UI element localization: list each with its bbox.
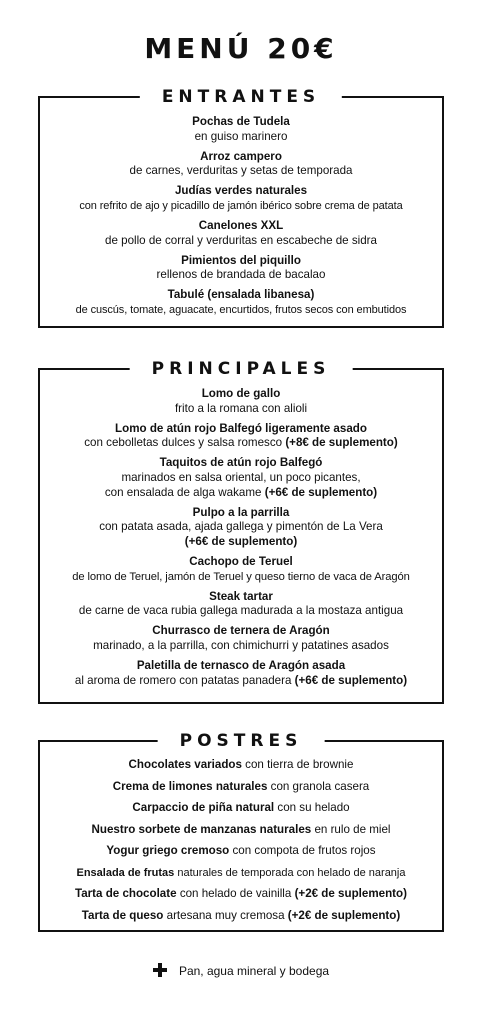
entrantes-list	[40, 98, 442, 318]
dish-name: Nuestro sorbete de manzanas naturales	[91, 822, 312, 836]
dish-description: en rulo de miel	[314, 822, 391, 836]
menu-item	[40, 422, 442, 451]
supplement-note: (+8€ de suplemento)	[285, 436, 398, 450]
dish-name: Tarta de chocolate	[74, 887, 177, 900]
supplement-note: (+2€ de suplemento)	[294, 887, 407, 900]
postres-list	[40, 742, 442, 923]
dish-name: Carpaccio de piña natural	[132, 801, 275, 814]
dish-description: marinados en salsa oriental, un poco picantes,	[121, 470, 361, 484]
dish-name: Crema de limones naturales	[112, 779, 268, 793]
dish-name: Paletilla de ternasco de Aragón asada	[136, 659, 346, 672]
dish-name: Lomo de atún rojo Balfegó ligeramente asado	[115, 421, 367, 435]
menu-item	[40, 254, 442, 283]
dish-name: Pochas de Tudela	[192, 115, 290, 128]
menu-item	[40, 387, 442, 416]
dish-description: frito a la romana con alioli	[174, 401, 308, 415]
dish-name: Canelones XXL	[198, 219, 284, 233]
menu-item	[40, 758, 442, 773]
dish-description: con refrito de ajo y picadillo de jamón ibérico sobre crema de patata	[79, 199, 403, 212]
supplement-note: (+2€ de suplemento)	[287, 908, 401, 922]
principales-section	[38, 359, 444, 704]
footer-text: Pan, agua mineral y bodega	[178, 964, 330, 978]
dish-description: con compota de frutos rojos	[232, 844, 376, 857]
dish-description	[40, 674, 442, 689]
dish-description	[40, 436, 442, 451]
supplement-note: (+6€ de suplemento)	[294, 673, 408, 687]
dish-name: Arroz campero	[200, 149, 282, 163]
dish-name: Ensalada de frutas	[76, 866, 175, 879]
plus-icon	[153, 963, 167, 977]
footer-note	[0, 963, 482, 979]
dish-name: Pulpo a la parrilla	[192, 505, 290, 519]
postres-heading: POSTRES	[158, 730, 325, 752]
menu-item	[40, 780, 442, 795]
dish-description-text: con cebolletas dulces y salsa romesco	[84, 436, 283, 450]
dish-description: de cuscús, tomate, aguacate, encurtidos, frutos secos con embutidos	[75, 304, 407, 317]
dish-description: marinado, a la parrilla, con chimichurri y patatines asados	[93, 638, 389, 652]
principales-list	[40, 370, 442, 688]
dish-description	[40, 486, 442, 501]
menu-item	[40, 624, 442, 653]
dish-description: naturales de temporada con helado de naranja	[177, 866, 406, 879]
dish-name: Chocolates variados	[128, 758, 242, 771]
dish-description: artesana muy cremosa	[166, 908, 285, 922]
menu-item	[40, 115, 442, 144]
menu-item	[40, 456, 442, 500]
menu-item	[40, 506, 442, 550]
dish-description: de lomo de Teruel, jamón de Teruel y queso tierno de vaca de Aragón	[72, 570, 410, 583]
menu-item	[40, 184, 442, 213]
dish-name: Steak tartar	[209, 589, 273, 603]
dish-description: con patata asada, ajada gallega y pimentón de La Vera	[99, 520, 383, 534]
dish-description: de carne de vaca rubia gallega madurada a la mostaza antigua	[78, 604, 404, 618]
menu-item	[40, 844, 442, 859]
menu-item	[40, 659, 442, 688]
dish-name: Pimientos del piquillo	[181, 253, 301, 267]
dish-name: Cachopo de Teruel	[189, 554, 293, 568]
menu-item	[40, 150, 442, 179]
postres-section	[38, 731, 444, 932]
supplement-note: (+6€ de suplemento)	[264, 485, 378, 499]
entrantes-section	[38, 87, 444, 328]
dish-description: en guiso marinero	[194, 129, 288, 143]
dish-name: Taquitos de atún rojo Balfegó	[159, 456, 323, 470]
entrantes-heading: ENTRANTES	[140, 86, 342, 108]
menu-item	[40, 590, 442, 619]
dish-name: Tabulé (ensalada libanesa)	[167, 288, 315, 302]
menu-item	[40, 823, 442, 838]
dish-description: rellenos de brandada de bacalao	[156, 268, 326, 282]
dish-name: Yogur griego cremoso	[106, 844, 230, 857]
dish-description: con tierra de brownie	[245, 758, 354, 771]
dish-description: con granola casera	[270, 779, 370, 793]
menu-item	[40, 219, 442, 248]
menu-item	[40, 801, 442, 816]
dish-description: de pollo de corral y verduritas en escabeche de sidra	[105, 233, 377, 247]
dish-description-text: al aroma de romero con patatas panadera	[74, 673, 292, 687]
menu-item	[40, 866, 442, 881]
dish-name: Judías verdes naturales	[174, 184, 308, 198]
dish-name: Tarta de queso	[81, 908, 164, 922]
dish-description: con helado de vainilla	[179, 887, 292, 900]
dish-description: de carnes, verduritas y setas de temporada	[129, 164, 353, 178]
dish-name: Lomo de gallo	[201, 387, 281, 400]
dish-description-text: con ensalada de alga wakame	[104, 485, 262, 499]
menu-title: MENÚ 20€	[144, 32, 338, 65]
menu-item	[40, 555, 442, 584]
principales-heading: PRINCIPALES	[130, 358, 353, 380]
menu-item	[40, 288, 442, 317]
menu-item	[40, 887, 442, 902]
supplement-note: (+6€ de suplemento)	[184, 534, 298, 548]
dish-description: con su helado	[277, 801, 350, 814]
dish-name: Churrasco de ternera de Aragón	[152, 624, 330, 638]
menu-item	[40, 909, 442, 924]
